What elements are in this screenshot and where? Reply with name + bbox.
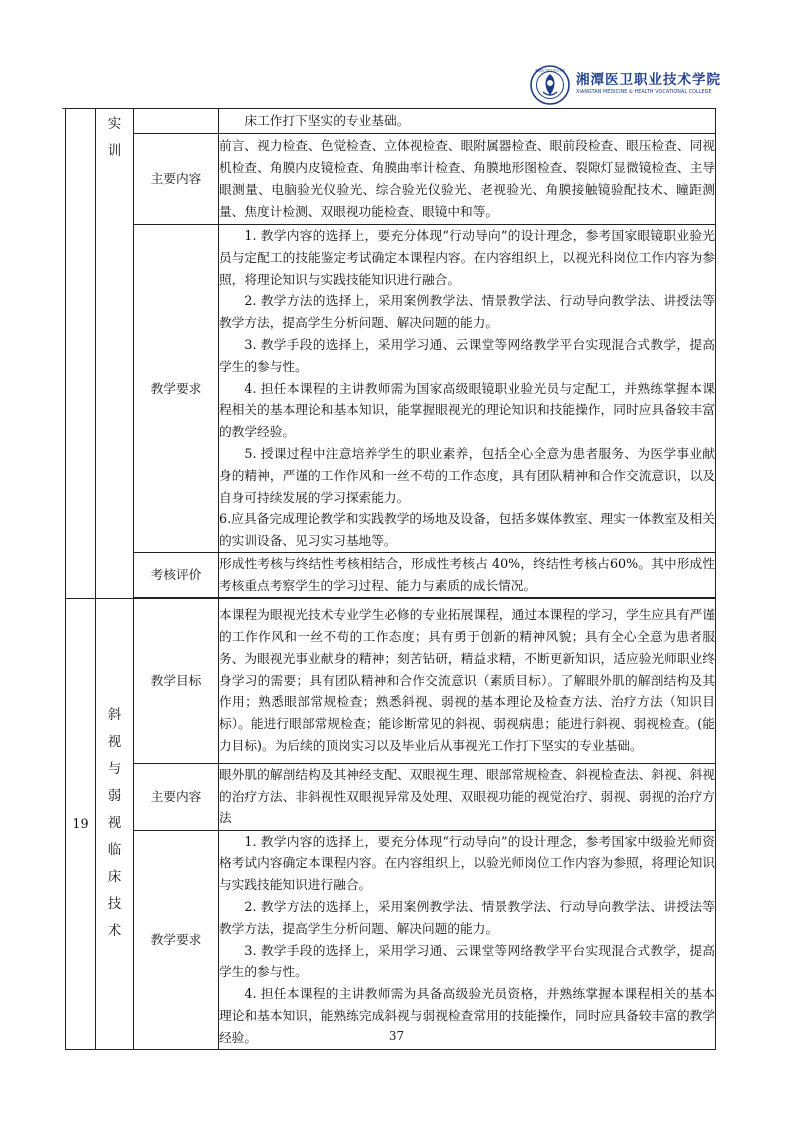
continued-text-cell (219, 109, 716, 134)
main-content-text: 前言、视力检查、色觉检查、立体视检查、眼附属器检查、眼前段检查、眼压检查、同视机检查、角膜内皮镜检查、角膜曲率计检查、角膜地形图检查、裂隙灯显微镜检查、主导眼测量、电脑验光仪验光、综合验光仪验光、老视验光、角膜接触镜验配技术、瞳距测量、焦度计检测、双眼视功能检查、眼镜中和等。 (219, 138, 715, 219)
teaching-goal-text: 本课程为眼视光技术专业学生必修的专业拓展课程，通过本课程的学习，学生应具有严谨的工作作风和一丝不苟的工作态度；具有勇于创新的精神风貌；具有全心全意为患者服务、为眼视光事业献身的精神；刻苦钻研，精益求精，不断更新知识，适应验光师职业终身学习的需要；具有团队精神和合作交流意识（素质目标）。了解眼外肌的解剖结构及其作用；熟悉眼部常规检查；熟悉斜视、弱视的基本理论及检查方法、治疗方法（知识目标）。能进行眼部常规检查；能诊断常见的斜视、弱视病患；能进行斜视、弱视检查。(能力目标)。为后续的顶岗实习以及毕业后从事视光工作打下坚实的专业基础。 (219, 607, 715, 754)
teaching-requirements-cell (219, 225, 716, 553)
row-label-teaching-goal: 教学目标 (134, 598, 219, 763)
curriculum-table (65, 108, 716, 1050)
table-row (66, 552, 716, 597)
requirement-paragraph: 4. 担任本课程的主讲教师需为国家高级眼镜职业验光员与定配工，并熟练掌握本课程相关的基本理论和基本知识，能掌握眼视光的理论知识和技能操作，同时应具备较丰富的教学经验。 (219, 380, 715, 440)
requirement-paragraph: 1. 教学内容的选择上，要充分体现“行动导向”的设计理念，参考国家眼镜职业验光员与定配工的技能鉴定考试确定本课程内容。在内容组织上，以视光科岗位工作内容为参照，将理论知识与实践技能知识进行融合。 (219, 228, 715, 287)
requirement-paragraph: 3. 教学手段的选择上，采用学习通、云课堂等网络教学平台实现混合式教学，提高学生的参与性。 (219, 942, 715, 980)
row-label-assessment: 考核评价 (134, 552, 219, 597)
course-number-cell-continued (66, 109, 96, 599)
teaching-goal-cell (219, 598, 716, 763)
requirement-paragraph: 3. 教学手段的选择上，采用学习通、云课堂等网络教学平台实现混合式教学，提高学生的参与性。 (219, 336, 715, 374)
requirement-paragraph: 4. 担任本课程的主讲教师需为具备高级验光员资格，并熟练掌握本课程相关的基本理论和基本知识，能熟练完成斜视与弱视检查常用的技能操作，同时应具备较丰富的教学经验。 (219, 986, 715, 1045)
college-seal-icon (530, 65, 570, 105)
table-row (66, 763, 716, 830)
requirement-paragraph: 2. 教学方法的选择上，采用案例教学法、情景教学法、行动导向教学法、讲授法等教学方法，提高学生分析问题、解决问题的能力。 (219, 898, 715, 936)
assessment-cell (219, 552, 716, 597)
main-content-cell (219, 763, 716, 830)
row-label-main-content: 主要内容 (134, 763, 219, 830)
requirement-paragraph: 6.应具备完成理论教学和实践教学的场地及设备，包括多媒体教室、理实一体教室及相关的实训设备、见习实习基地等。 (219, 511, 715, 549)
main-content-cell (219, 134, 716, 225)
requirement-paragraph: 1. 教学内容的选择上，要充分体现“行动导向”的设计理念，参考国家中级验光师资格考试内容确定本课程内容。在内容组织上，以验光师岗位工作内容为参照，将理论知识与实践技能知识进行融合。 (219, 833, 715, 893)
college-name-en: XIANGTAN MEDICINE & HEALTH VOCATIONAL COLLEGE (576, 90, 712, 96)
course-number: 19 (66, 598, 96, 1049)
course-name-cell-continued (96, 109, 134, 599)
main-content-text: 眼外肌的解剖结构及其神经支配、双眼视生理、眼部常规检查、斜视检查法、斜视、斜视的治疗方法、非斜视性双眼视异常及处理、双眼视功能的视觉治疗、弱视、弱视的治疗方法 (219, 766, 715, 826)
row-label-main-content: 主要内容 (134, 134, 219, 225)
page-number: 37 (388, 1029, 405, 1043)
college-name-cn: 湘潭医卫职业技术学院 (576, 71, 721, 88)
table-row (66, 109, 716, 134)
table-row (66, 598, 716, 763)
table-row (66, 225, 716, 553)
table-row (66, 830, 716, 1049)
row-label-teaching-requirements: 教学要求 (134, 225, 219, 553)
college-logo (530, 64, 721, 106)
course-name-cell (96, 598, 134, 1049)
seal-ring-text: 湘潭医卫职业技术学院 (534, 68, 566, 73)
requirement-paragraph: 5. 授课过程中注意培养学生的职业素养，包括全心全意为患者服务、为医学事业献身的精神，严谨的工作作风和一丝不苟的工作态度，具有团队精神和合作交流意识，以及自身可持续发展的学习探索能力。 (219, 445, 715, 505)
assessment-text: 形成性考核与终结性考核相结合，形成性考核占 40%，终结性考核占60%。其中形成性考核重点考察学生的学习过程、能力与素质的成长情况。 (219, 555, 715, 593)
table-row (66, 134, 716, 225)
requirement-paragraph: 2. 教学方法的选择上，采用案例教学法、情景教学法、行动导向教学法、讲授法等教学方法，提高学生分析问题、解决问题的能力。 (219, 293, 715, 331)
continued-text: 床工作打下坚实的专业基础。 (244, 113, 410, 129)
course-name-vertical: 斜视与弱视临床技术 (107, 707, 122, 940)
course-name-tail: 实训 (107, 116, 122, 159)
row-label-teaching-requirements: 教学要求 (134, 830, 219, 1049)
teaching-requirements-cell (219, 830, 716, 1049)
empty-label-cell (134, 109, 219, 134)
